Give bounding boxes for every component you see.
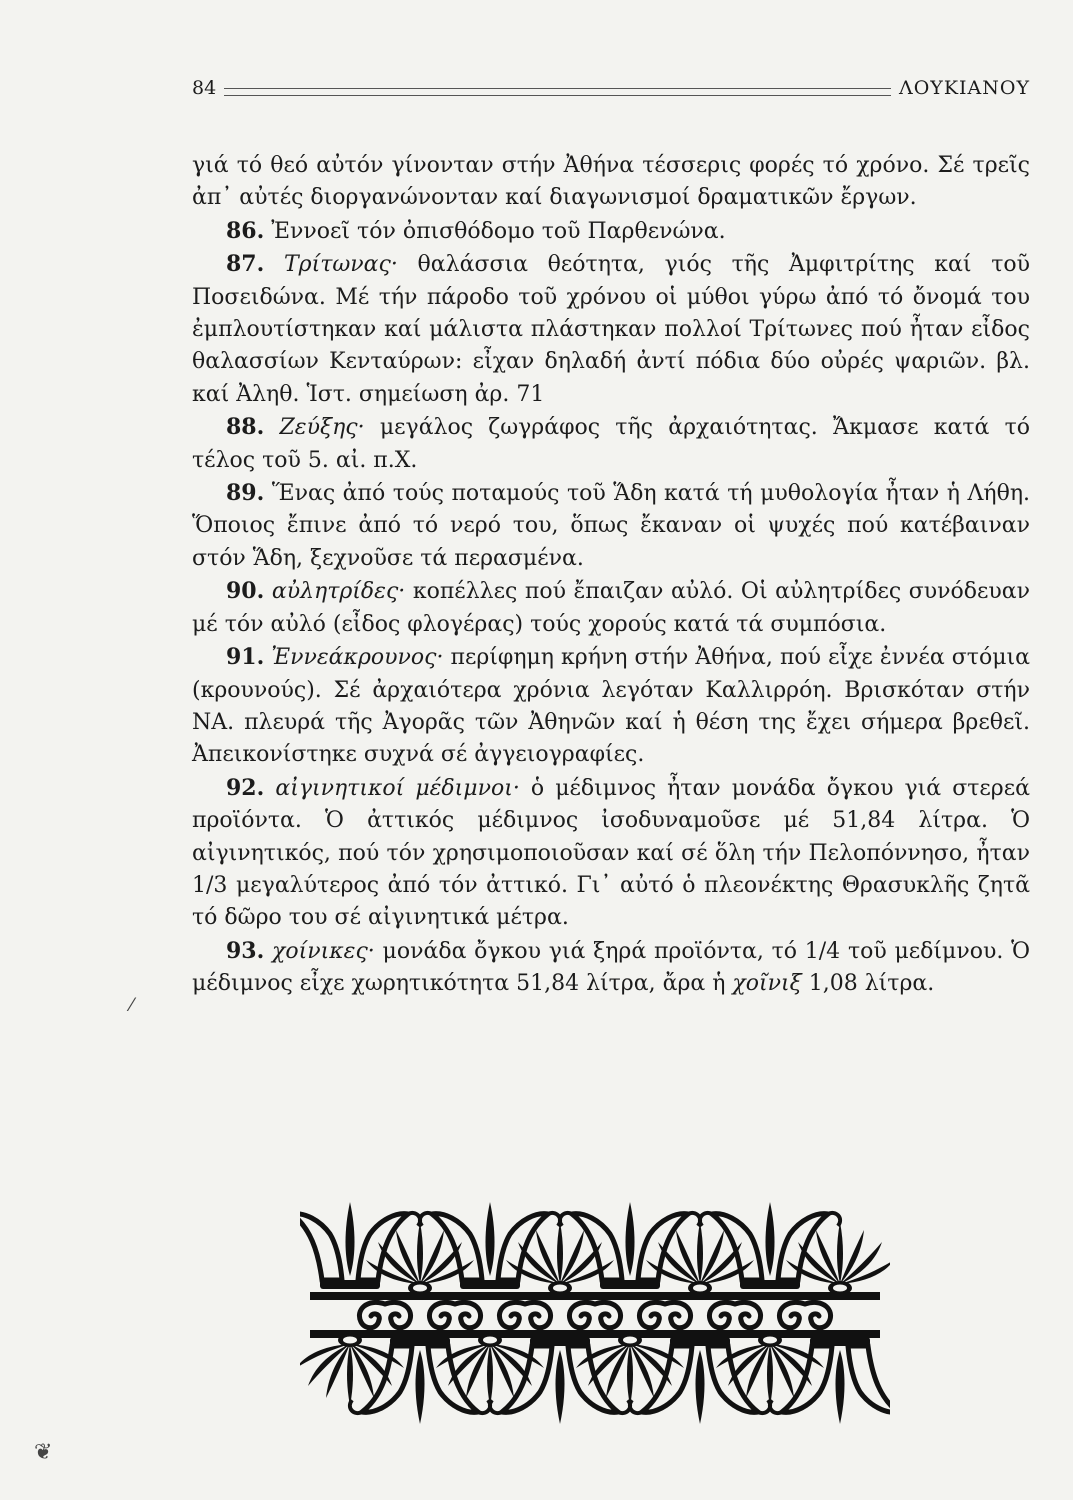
note-number: 91.	[226, 644, 265, 671]
note-term: χοῖνιξ	[732, 971, 802, 997]
note-text: τρεῖς ἀπ᾽ αὐτές διοργανώνονταν καί διαγωνισμοί δραματικῶν ἔργων.	[192, 153, 1030, 211]
note-term: Ἐννεάκρουνος·	[264, 645, 444, 671]
note-term: χοίνικες·	[264, 938, 375, 964]
note-89	[192, 477, 1030, 575]
note-continuation	[192, 150, 1030, 215]
note-term: Τρίτωνας·	[264, 252, 398, 278]
note-term: Ζεύξης·	[264, 415, 365, 441]
running-title: ΛΟΥΚΙΑΝΟΥ	[898, 77, 1030, 99]
header-rule	[224, 88, 891, 96]
note-91	[192, 641, 1030, 772]
note-92	[192, 772, 1030, 935]
note-text: γιά τό θεό αὐτόν γίνονταν στήν Ἀθήνα τέσσερις φορές τό χρόνο. Σέ	[192, 153, 965, 178]
note-text: θαλάσσια θεότητα, γιός τῆς Ἀμφιτρίτης καί τοῦ Ποσειδώνα. Μέ τήν πάροδο τοῦ χρόνου οἱ μύθοι γύρω ἀπό τό ὄνομά του ἐμπλουτίστηκαν καί μάλιστα πλάστηκαν πολλοί Τρίτωνες πού ἦταν εἶδος θαλασσίων Κενταύρων: εἶχαν δηλαδή ἀντί πόδια δύο οὐρές ψαριῶν. βλ. καί Ἀληθ. Ἱστ. σημείωση ἀρ. 71	[192, 252, 1030, 407]
note-text: 1,08 λίτρα.	[801, 971, 935, 997]
note-number: 92.	[226, 774, 265, 801]
note-number: 87.	[226, 251, 265, 278]
note-number: 93.	[226, 937, 265, 964]
note-93	[192, 935, 1030, 1001]
note-86	[192, 215, 1030, 248]
page-number: 84	[192, 77, 217, 99]
note-number: 90.	[226, 578, 265, 605]
note-number: 86.	[226, 217, 265, 244]
note-87	[192, 248, 1030, 411]
note-88	[192, 411, 1030, 477]
margin-mark: ⁄	[130, 995, 134, 1016]
note-number: 88.	[226, 414, 265, 441]
anthemion-palmette-frieze-icon	[300, 1180, 890, 1440]
note-text: Ἐννοεῖ τόν ὀπισθόδομο τοῦ Παρθενώνα.	[264, 218, 726, 244]
note-text: Ἕνας ἀπό τούς ποταμούς τοῦ Ἅδη κατά τή μυθολογία ἦταν ἡ Λήθη. Ὅποιος ἔπινε ἀπό τό νερό του, ὅπως ἔκαναν οἱ ψυχές πού κατέβαιναν στόν Ἅδη, ξεχνοῦσε τά περασμένα.	[192, 481, 1030, 571]
note-text: κοπέλλες πού ἔπαιζαν αὐλό. Οἱ αὐλητρίδες συνόδευαν μέ τόν αὐλό (εἶδος φλογέρας) τούς χορούς κατά τά συμπόσια.	[192, 579, 1030, 637]
note-text: ὁ μέδιμνος ἦταν μονάδα ὄγκου γιά στερεά προϊόντα. Ὁ ἀττικός μέδιμνος ἰσοδυναμοῦσε μέ 51,84 λίτρα. Ὁ αἰγινητικός, πού τόν χρησιμοποιοῦσαν καί σέ ὅλη τήν Πελοπόννησο, ἦταν 1/3 μεγαλύτερος ἀπό τόν ἀττικό. Γι᾽ αὐτό ὁ πλεονέκτης Θρασυκλῆς ζητᾶ τό δῶρο του σέ αἰγινητικά μέτρα.	[192, 775, 1030, 931]
note-text: περίφημη κρήνη στήν Ἀθήνα, πού εἶχε ἐννέα στόμια (κρουνούς). Σέ ἀρχαιότερα χρόνια λεγόταν Καλλιρρόη. Βρισκόταν στήν ΝΑ. πλευρά τῆς Ἀγορᾶς τῶν Ἀθηνῶν καί ἡ θέση της ἔχει σήμερα βρεθεῖ. Ἀπεικονίστηκε συχνά σέ ἀγγειογραφίες.	[192, 645, 1030, 768]
margin-mark: ❦	[34, 1440, 53, 1465]
page-header	[192, 70, 1030, 106]
note-90	[192, 575, 1030, 641]
note-text: μεγάλος ζωγράφος τῆς ἀρχαιότητας. Ἄκμασε κατά τό τέλος τοῦ 5. αἰ. π.Χ.	[192, 415, 1030, 473]
note-term: αἰγινητικοί μέδιμνοι·	[264, 775, 520, 801]
note-text: μονάδα ὄγκου γιά ξηρά προϊόντα, τό 1/4 τοῦ μεδίμνου. Ὁ μέδιμνος εἶχε χωρητικότητα 51,84 λίτρα, ἄρα ἡ	[192, 938, 1030, 997]
notes-body	[192, 150, 1030, 1001]
note-number: 89.	[226, 480, 265, 507]
note-term: αὐλητρίδες·	[264, 579, 406, 605]
